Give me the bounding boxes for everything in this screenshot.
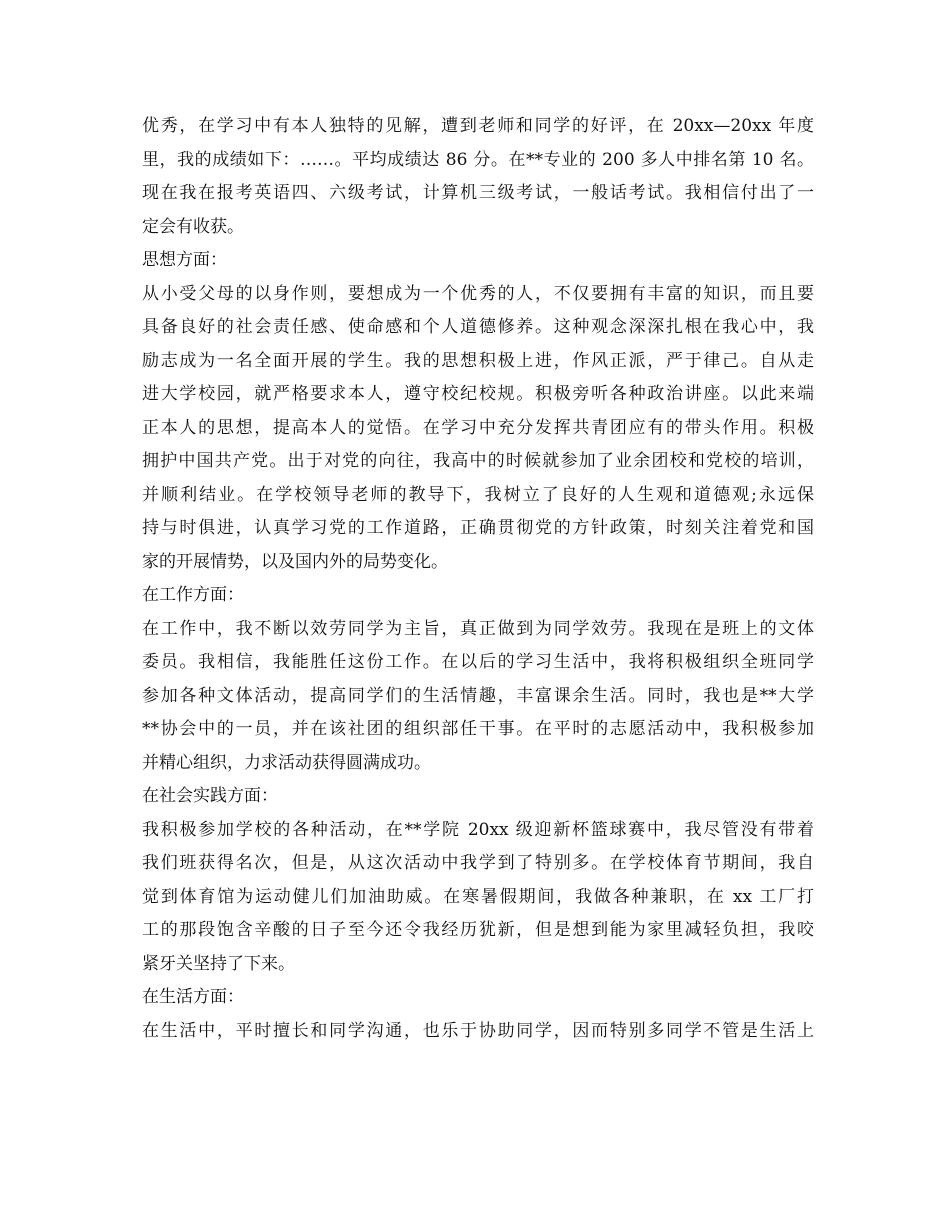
paragraph-line: 我们班获得名次，但是，从这次活动中我学到了特别多。在学校体育节期间，我自 [142, 853, 814, 873]
paragraph-line: 进大学校园，就严格要求本人，遵守校纪校规。积极旁听各种政治讲座。以此来端 [142, 384, 814, 404]
paragraph-line: 里，我的成绩如下：……。平均成绩达 86 分。在**专业的 200 多人中排名第 10 名。 [142, 149, 814, 170]
paragraph-line: 并顺利结业。在学校领导老师的教导下，我树立了良好的人生观和道德观;永远保 [142, 484, 814, 505]
paragraph-line: 家的开展情势，以及国内外的局势变化。 [142, 551, 448, 572]
paragraph-line: 优秀，在学习中有本人独特的见解，遭到老师和同学的好评，在 20xx—20xx 年度 [142, 116, 814, 136]
paragraph-line: 觉到体育馆为运动健儿们加油助威。在寒暑假期间，我做各种兼职，在 xx 工厂打 [142, 886, 814, 907]
paragraph-line: 参加各种文体活动，提高同学们的生活情趣，丰富课余生活。同时，我也是**大学 [142, 685, 814, 706]
paragraph-line: 持与时俱进，认真学习党的工作道路，正确贯彻党的方针政策，时刻关注着党和国 [142, 518, 814, 538]
section-heading-work: 在工作方面： [142, 585, 244, 605]
document-body [142, 110, 814, 1048]
paragraph-line: 具备良好的社会责任感、使命感和个人道德修养。这种观念深深扎根在我心中，我 [142, 317, 814, 337]
paragraph-line: 励志成为一名全面开展的学生。我的思想积极上进，作风正派，严于律己。自从走 [142, 350, 814, 371]
section-heading-life: 在生活方面： [142, 987, 244, 1007]
paragraph-line: 委员。我相信，我能胜任这份工作。在以后的学习生活中，我将积极组织全班同学 [142, 652, 814, 672]
paragraph-line: 工的那段饱含辛酸的日子至今还令我经历犹新，但是想到能为家里减轻负担，我咬 [142, 920, 814, 940]
paragraph-line: 正本人的思想，提高本人的觉悟。在学习中充分发挥共青团应有的带头作用。积极 [142, 417, 814, 438]
section-heading-social-practice: 在社会实践方面： [142, 786, 278, 806]
paragraph-line: 我积极参加学校的各种活动，在**学院 20xx 级迎新杯篮球赛中，我尽管没有带着 [142, 819, 814, 840]
paragraph-line: 在工作中，我不断以效劳同学为主旨，真正做到为同学效劳。我现在是班上的文体 [142, 618, 814, 639]
paragraph-line: 从小受父母的以身作则，要想成为一个优秀的人，不仅要拥有丰富的知识，而且要 [142, 283, 814, 304]
section-heading-thought: 思想方面： [142, 250, 227, 270]
paragraph-line: 并精心组织，力求活动获得圆满成功。 [142, 752, 431, 773]
paragraph-line: 拥护中国共产党。出于对党的向往，我高中的时候就参加了业余团校和党校的培训， [142, 451, 814, 471]
paragraph-line: 紧牙关坚持了下来。 [142, 953, 295, 974]
paragraph-line: 定会有收获。 [142, 216, 244, 237]
paragraph-line: 现在我在报考英语四、六级考试，计算机三级考试，一般话考试。我相信付出了一 [142, 183, 814, 203]
paragraph-line: 在生活中，平时擅长和同学沟通，也乐于协助同学，因而特别多同学不管是生活上 [142, 1020, 814, 1041]
paragraph-line: **协会中的一员，并在该社团的组织部任干事。在平时的志愿活动中，我积极参加 [142, 719, 814, 739]
